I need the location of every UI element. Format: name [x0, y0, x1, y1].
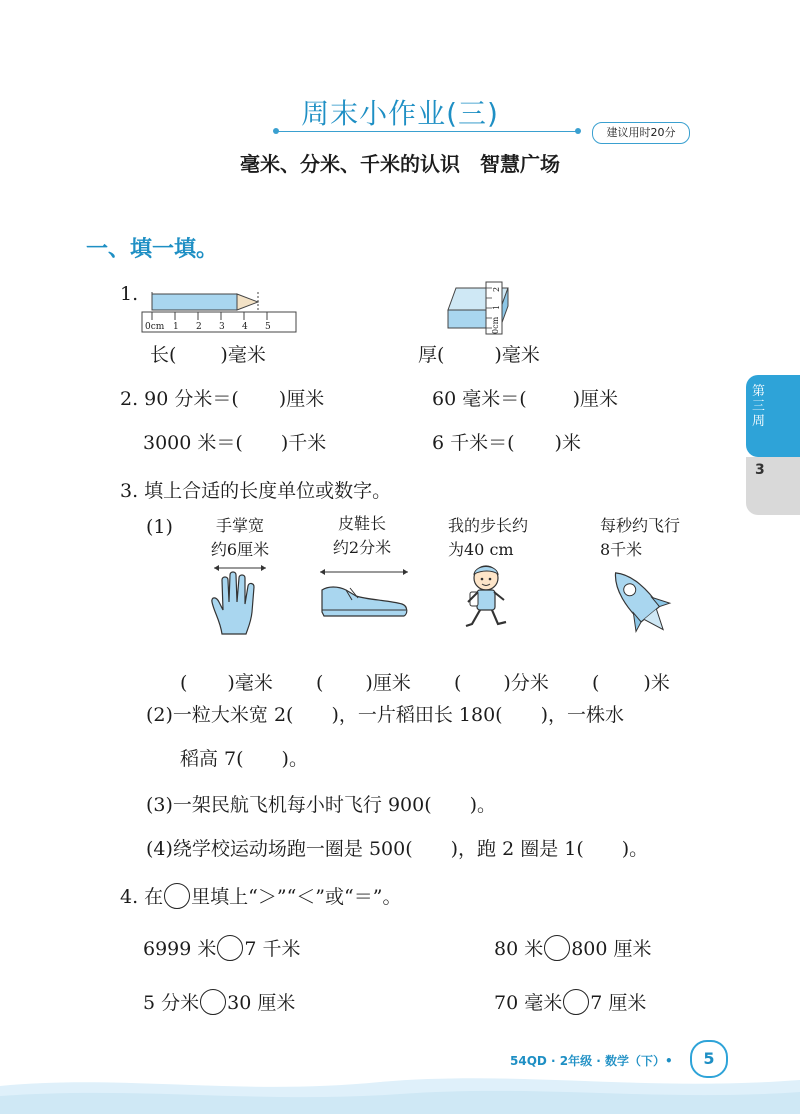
q3-item-rocket-answer-b: )米: [643, 672, 670, 694]
q3-item-shoe-line2: 约2分米: [332, 538, 392, 557]
q4-c2-right: 800 厘米: [571, 938, 652, 960]
q2-b-right: )厘米: [572, 388, 619, 410]
q3-item-shoe-text: [318, 512, 406, 560]
q2-a: [120, 384, 324, 411]
q3-item-step-line2: 为40 cm: [448, 540, 514, 559]
eraser-tick-2: 2: [492, 286, 501, 292]
q4-heading-b: 里填上“＞”“＜”或“＝”。: [191, 886, 402, 908]
q3-heading: 3. 填上合适的长度单位或数字。: [120, 480, 392, 502]
q4-heading: [120, 882, 401, 909]
answer-circle-2[interactable]: [544, 935, 570, 961]
q1-right-answer: [418, 340, 540, 367]
q3-item-shoe-answer-a: (: [316, 672, 324, 694]
q4-c1-right: 7 千米: [244, 938, 301, 960]
q2-c-right: )千米: [280, 432, 327, 454]
q3-item-step-text: [448, 514, 564, 562]
q3-item-rocket-answer: [592, 668, 670, 695]
ruler-tick-4: 4: [242, 322, 248, 332]
ruler-tick-3: 3: [219, 322, 225, 332]
q3-item-step-line1: 我的步长约: [448, 516, 529, 535]
week-side-tab-label: 第三周: [752, 384, 766, 429]
q3-item-rocket-line2: 8千米: [600, 540, 643, 559]
answer-circle-1[interactable]: [217, 935, 243, 961]
q3-item-step-answer: [454, 668, 549, 695]
q3-item-hand-answer-b: )毫米: [227, 672, 273, 694]
q4-c2-left: 80 米: [494, 938, 544, 960]
q3-item-step-answer-a: (: [454, 672, 462, 694]
q4-compare-4: [494, 988, 646, 1015]
rocket-icon: [598, 562, 682, 642]
q2-b: [432, 384, 618, 411]
q2-a-left: 2. 90 分米＝(: [120, 388, 239, 410]
answer-circle-3[interactable]: [200, 989, 226, 1015]
boy-walking-icon: [458, 562, 514, 636]
eraser-ruler-illustration: [438, 280, 530, 336]
q3-item-shoe-answer-b: )厘米: [365, 672, 411, 694]
section-heading: 一、填一填。: [86, 237, 219, 262]
q4-c4-right: 7 厘米: [590, 992, 647, 1014]
week-side-tab-number: 3: [755, 462, 765, 478]
title-underline: [277, 131, 577, 132]
shoe-icon: [316, 566, 412, 622]
q4-compare-1: [143, 934, 301, 961]
q3-item-hand-answer-a: (: [180, 672, 188, 694]
q1-left-label-a: 长(: [150, 344, 177, 366]
q3-item-hand-line1: 手掌宽: [215, 516, 264, 535]
q3-item-step-answer-b: )分米: [503, 672, 549, 694]
q2-d-left: 6 千米＝(: [432, 432, 515, 454]
q2-b-left: 60 毫米＝(: [432, 388, 527, 410]
time-hint-badge: 建议用时20分: [592, 122, 690, 144]
q3-item-hand-answer: [180, 668, 273, 695]
ruler-tick-2: 2: [196, 322, 202, 332]
q3-item-shoe-line1: 皮鞋长: [337, 514, 386, 533]
q3-item-hand-text: [196, 514, 284, 562]
page-subtitle: 毫米、分米、千米的认识 智慧广场: [240, 152, 560, 176]
q4-c4-left: 70 毫米: [494, 992, 563, 1014]
q3-part2-line1: (2)一粒大米宽 2( )，一片稻田长 180( )，一株水: [146, 704, 624, 726]
q1-left-answer: [150, 340, 266, 367]
q4-compare-2: [494, 934, 652, 961]
q2-d: [432, 428, 581, 455]
q4-compare-3: [143, 988, 295, 1015]
q1-right-label-b: )毫米: [494, 344, 540, 366]
q1-left-label-b: )毫米: [220, 344, 266, 366]
q3-part3: (3)一架民航飞机每小时飞行 900( )。: [146, 794, 497, 816]
footer-wave: [0, 1066, 800, 1114]
q3-item-rocket-answer-a: (: [592, 672, 600, 694]
q2-c-left: 3000 米＝(: [143, 432, 243, 454]
ruler-tick-1: 1: [173, 322, 179, 332]
q2-c: [143, 428, 326, 455]
ruler-pencil-illustration: [140, 290, 300, 336]
eraser-tick-0: 0cm: [491, 316, 500, 334]
ruler-tick-5: 5: [265, 322, 271, 332]
q3-item-hand-line2: 约6厘米: [210, 540, 270, 559]
q2-a-right: )厘米: [278, 388, 325, 410]
q3-part1-label: (1): [146, 516, 173, 538]
page-title: 周末小作业(三): [301, 97, 499, 130]
footer-book-info: 54QD · 2年级 · 数学（下）•: [510, 1054, 673, 1068]
q4-heading-a: 4. 在: [120, 886, 164, 908]
ruler-tick-0: 0cm: [145, 322, 165, 332]
hand-icon: [200, 562, 280, 638]
q4-c3-right: 30 厘米: [227, 992, 296, 1014]
q4-c3-left: 5 分米: [143, 992, 200, 1014]
answer-circle-4[interactable]: [563, 989, 589, 1015]
q2-d-right: )米: [554, 432, 581, 454]
compare-circle-icon: [164, 883, 190, 909]
q1-right-label-a: 厚(: [418, 344, 445, 366]
q3-item-rocket-line1: 每秒约飞行: [600, 516, 681, 535]
q3-part4: (4)绕学校运动场跑一圈是 500( )，跑 2 圈是 1( )。: [146, 838, 649, 860]
q4-c1-left: 6999 米: [143, 938, 217, 960]
page-number: 5: [690, 1040, 728, 1078]
q1-number: 1.: [120, 283, 139, 305]
q3-item-shoe-answer: [316, 668, 411, 695]
title-line-dot-right: [575, 128, 581, 134]
q3-part2-line2: 稻高 7( )。: [180, 748, 308, 770]
eraser-tick-1: 1: [492, 304, 501, 310]
q3-item-rocket-text: [600, 514, 716, 562]
